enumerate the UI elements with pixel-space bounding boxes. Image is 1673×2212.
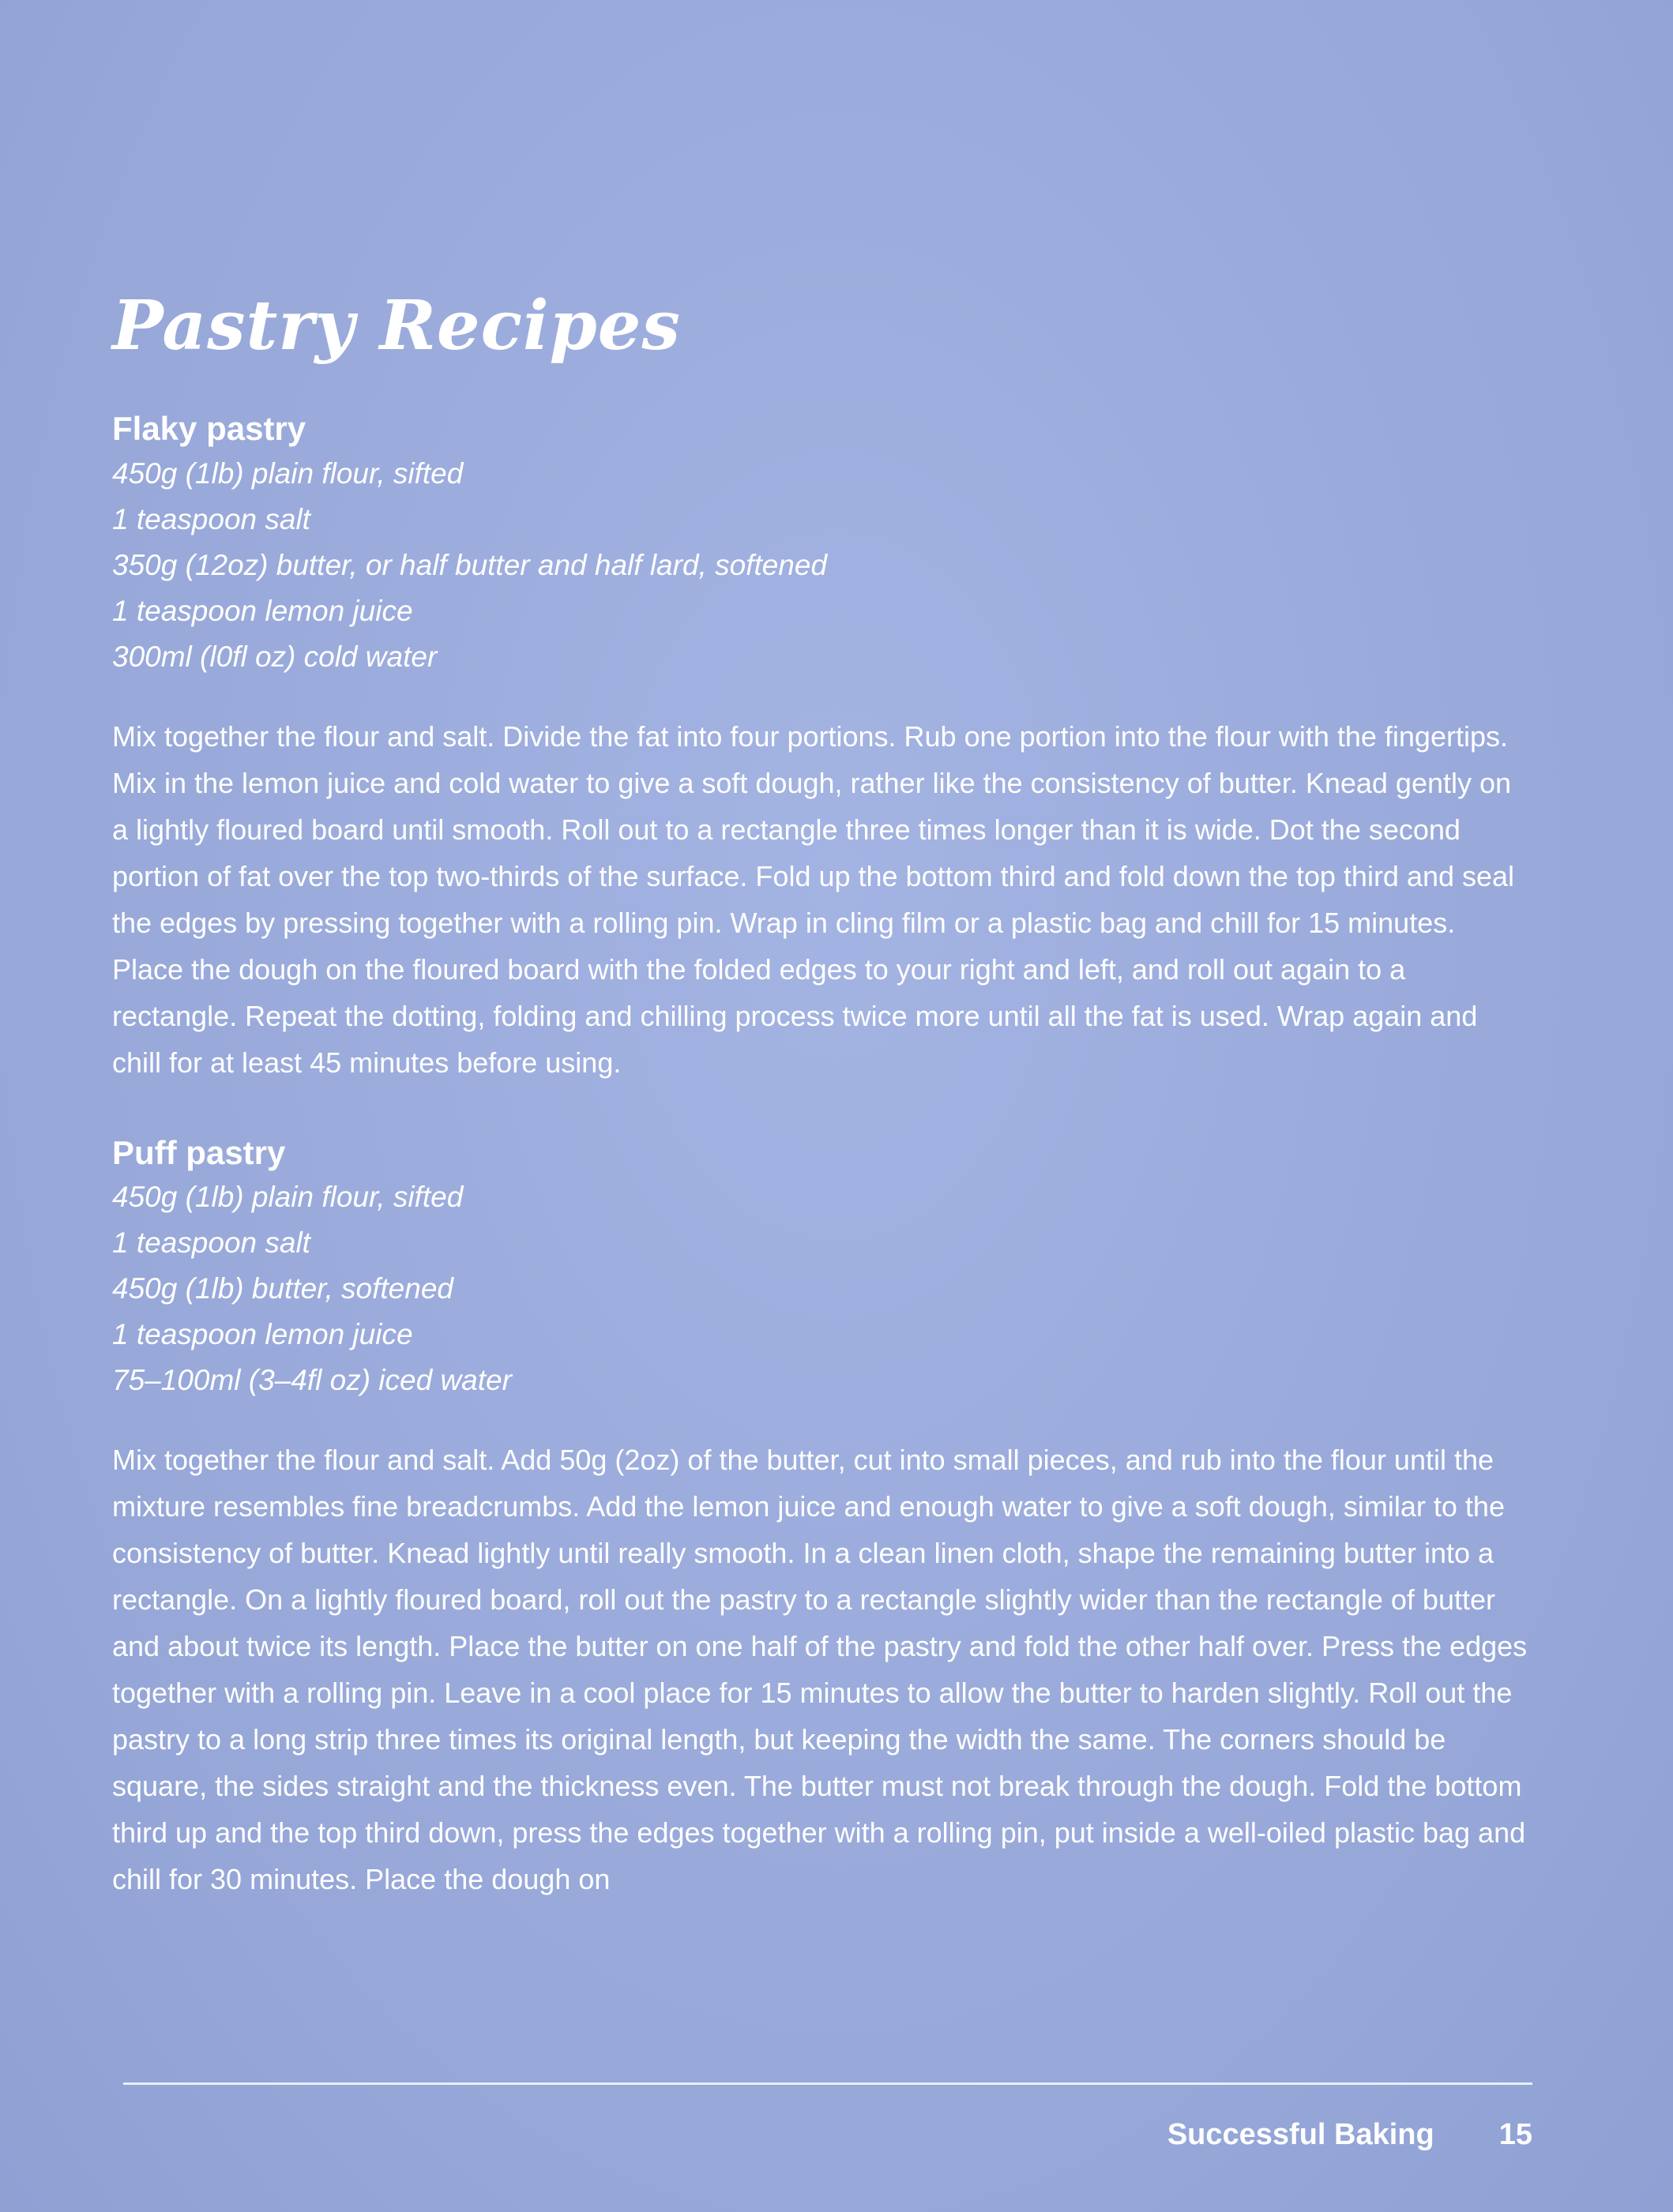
ingredient-item: 350g (12oz) butter, or half butter and half lard, softened — [112, 548, 828, 581]
puff-pastry-title: Puff pastry — [112, 1133, 286, 1171]
ingredient-item: 450g (1lb) plain flour, sifted — [112, 456, 464, 490]
flaky-pastry-title: Flaky pastry — [112, 410, 306, 447]
ingredient-item: 1 teaspoon lemon juice — [112, 594, 413, 627]
ingredient-item: 450g (1lb) plain flour, sifted — [112, 1181, 464, 1214]
ingredient-item: 1 teaspoon lemon juice — [112, 1318, 413, 1351]
puff-pastry-ingredients — [112, 1174, 1550, 1403]
ingredient-item: 450g (1lb) butter, softened — [112, 1272, 453, 1305]
ingredient-item: 1 teaspoon salt — [112, 502, 310, 535]
page-number: 15 — [1498, 2118, 1532, 2151]
flaky-pastry-ingredients — [112, 451, 1550, 680]
ingredient-item: 300ml (l0fl oz) cold water — [112, 640, 438, 673]
page-footer — [1167, 2118, 1532, 2152]
page-title: Pastry Recipes — [112, 286, 681, 366]
ingredient-item: 1 teaspoon salt — [112, 1226, 310, 1260]
flaky-pastry-recipe — [112, 407, 1550, 1086]
footer-book-title: Successful Baking — [1167, 2118, 1434, 2151]
footer-divider — [123, 2082, 1532, 2085]
flaky-pastry-method: Mix together the flour and salt. Divide the fat into four portions. Rub one portion into the flour with the fingertips. Mix in the lemon juice and cold water to give a soft dough, rather like the consistency of butter. Knead gently on a lightly floured board until smooth. Roll out to a rectangle three times longer than it is wide. Dot the second portion of fat over the top two-thirds of the surface. Fold up the bottom third and fold down the top third and seal the edges by pressing together with a rolling pin. Wrap in cling film or a plastic bag and chill for 15 minutes. Place the dough on the floured board with the folded edges to your right and left, and roll out again to a rectangle. Repeat the dotting, folding and chilling process twice more until all the fat is used. Wrap again and chill for at least 45 minutes before using. — [112, 719, 1515, 1079]
page-content — [112, 286, 1550, 1902]
puff-pastry-method: Mix together the flour and salt. Add 50g (2oz) of the butter, cut into small pieces, and rub into the flour until the mixture resembles fine breadcrumbs. Add the lemon juice and enough water to give a soft dough, similar to the consistency of butter. Knead lightly until really smooth. In a clean linen cloth, shape the remaining butter into a rectangle. On a lightly floured board, roll out the pastry to a rectangle slightly wider than the rectangle of butter and about twice its length. Place the butter on one half of the pastry and fold the other half over. Press the edges together with a rolling pin. Leave in a cool place for 15 minutes to allow the butter to harden slightly. Roll out the pastry to a long strip three times its original length, but keeping the width the same. The corners should be square, the sides straight and the thickness even. The butter must not break through the dough. Fold the bottom third up and the top third down, press the edges together with a rolling pin, put inside a well-oiled plastic bag and chill for 30 minutes. Place the dough on — [112, 1444, 1528, 1896]
ingredient-item: 75–100ml (3–4fl oz) iced water — [112, 1364, 512, 1397]
puff-pastry-recipe — [112, 1132, 1550, 1903]
